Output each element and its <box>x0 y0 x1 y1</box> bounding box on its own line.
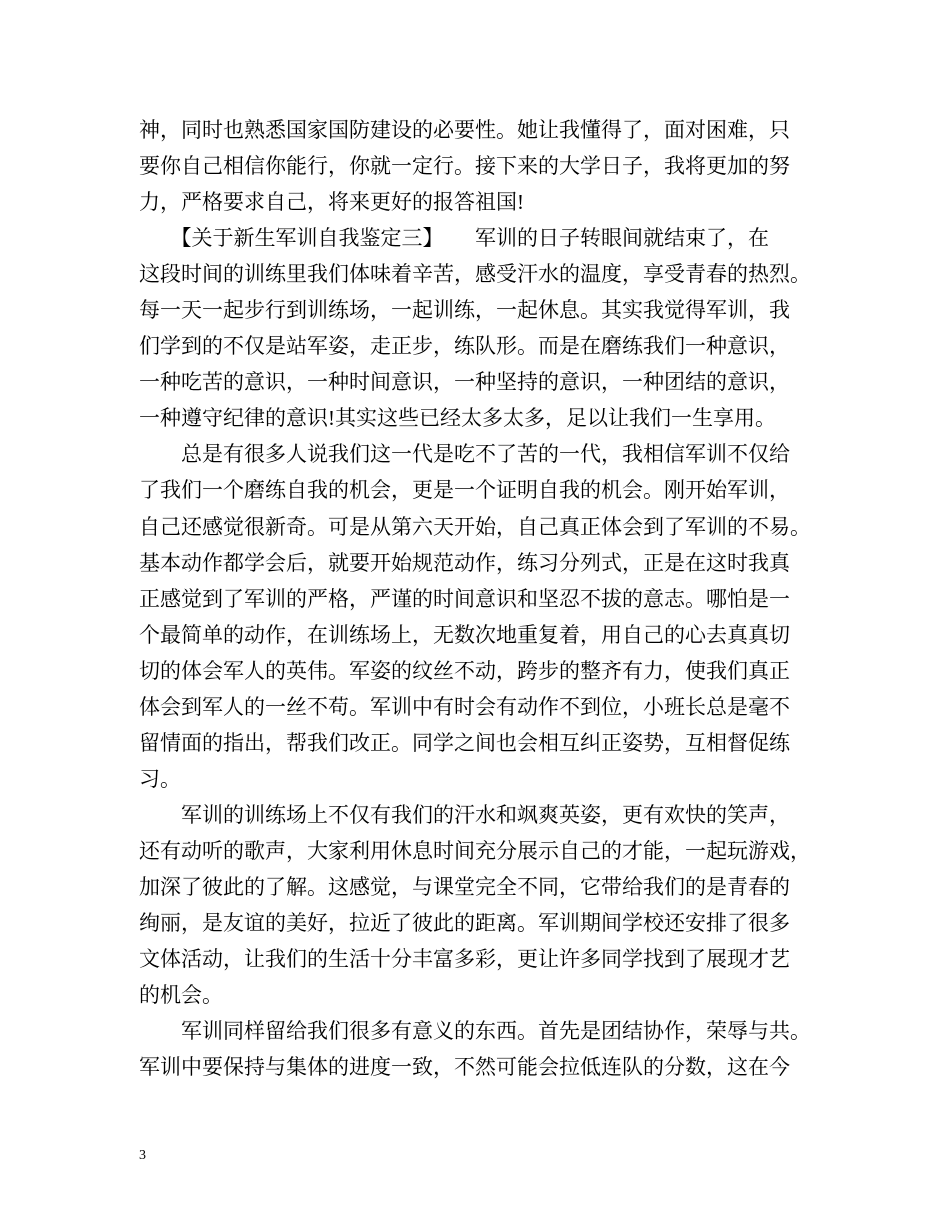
text-line: 留情面的指出，帮我们改正。同学之间也会相互纠正姿势，互相督促练 <box>139 730 790 755</box>
text-line: 绚丽，是友谊的美好，拉近了彼此的距离。军训期间学校还安排了很多 <box>139 911 790 936</box>
text-line: 这段时间的训练里我们体味着辛苦，感受汗水的温度，享受青春的热烈。 <box>139 262 811 287</box>
text-line: 力，严格要求自己，将来更好的报答祖国! <box>139 190 524 215</box>
text-line: 了我们一个磨练自我的机会，更是一个证明自我的机会。刚开始军训， <box>139 478 790 503</box>
page-number: 3 <box>139 1148 146 1163</box>
text-line: 加深了彼此的了解。这感觉，与课堂完全不同，它带给我们的是青春的 <box>139 874 790 899</box>
text-line: 军训中要保持与集体的进度一致，不然可能会拉低连队的分数，这在今 <box>139 1055 790 1080</box>
text-line: 一种遵守纪律的意识!其实这些已经太多太多，足以让我们一生享用。 <box>139 406 776 431</box>
text-line: 体会到军人的一丝不苟。军训中有时会有动作不到位，小班长总是毫不 <box>139 694 790 719</box>
text-line: 习。 <box>139 766 181 791</box>
text-line: 总是有很多人说我们这一代是吃不了苦的一代，我相信军训不仅给 <box>139 442 790 467</box>
text-line: 个最简单的动作，在训练场上，无数次地重复着，用自己的心去真真切 <box>139 622 790 647</box>
text-line: 还有动听的歌声，大家利用休息时间充分展示自己的才能，一起玩游戏， <box>139 838 811 863</box>
text-line: 【关于新生军训自我鉴定三】 军训的日子转眼间就结束了，在 <box>139 226 769 251</box>
text-line: 军训的训练场上不仅有我们的汗水和飒爽英姿，更有欢快的笑声， <box>139 802 790 827</box>
text-line: 军训同样留给我们很多有意义的东西。首先是团结协作，荣辱与共。 <box>139 1019 811 1044</box>
text-line: 神，同时也熟悉国家国防建设的必要性。她让我懂得了，面对困难，只 <box>139 118 790 142</box>
text-line: 自己还感觉很新奇。可是从第六天开始，自己真正体会到了军训的不易。 <box>139 514 811 539</box>
text-line: 切的体会军人的英伟。军姿的纹丝不动，跨步的整齐有力，使我们真正 <box>139 658 790 683</box>
text-line: 们学到的不仅是站军姿，走正步，练队形。而是在磨练我们一种意识， <box>139 334 790 359</box>
text-line: 的机会。 <box>139 983 223 1008</box>
text-line: 要你自己相信你能行，你就一定行。接下来的大学日子，我将更加的努 <box>139 154 790 179</box>
text-line: 一种吃苦的意识，一种时间意识，一种坚持的意识，一种团结的意识， <box>139 370 790 395</box>
body-text <box>139 112 819 1085</box>
text-line: 正感觉到了军训的严格，严谨的时间意识和坚忍不拔的意志。哪怕是一 <box>139 586 790 611</box>
text-line: 每一天一起步行到训练场，一起训练，一起休息。其实我觉得军训，我 <box>139 298 790 323</box>
text-line: 文体活动，让我们的生活十分丰富多彩，更让许多同学找到了展现才艺 <box>139 947 790 972</box>
text-line: 基本动作都学会后，就要开始规范动作，练习分列式，正是在这时我真 <box>139 550 790 575</box>
